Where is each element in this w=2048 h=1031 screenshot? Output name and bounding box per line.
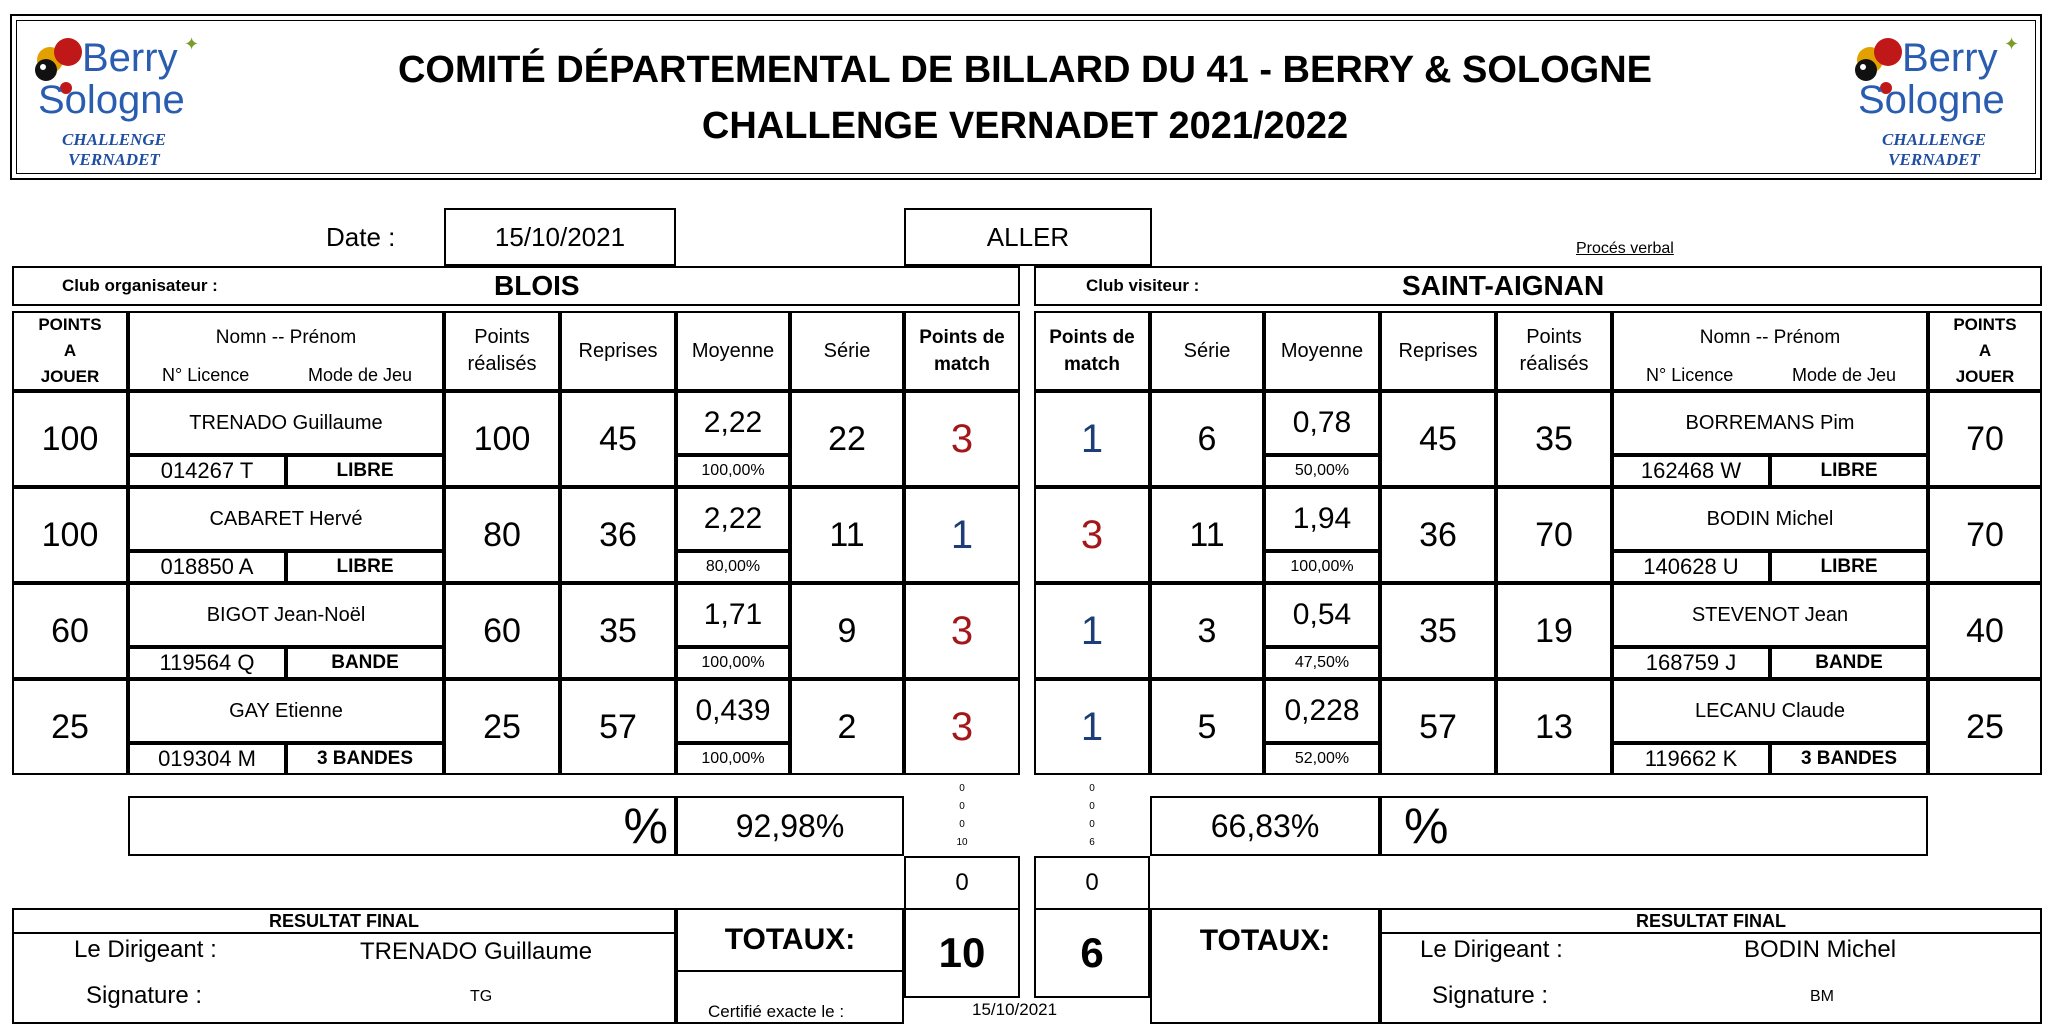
header-title-line2: CHALLENGE VERNADET 2021/2022 (701, 104, 1349, 147)
away-row1-moyenne: 1,94 (1264, 487, 1380, 551)
home-row3-licence: 019304 M (128, 743, 286, 775)
away-row1-pts-jouer: 70 (1928, 487, 2042, 583)
home-row3-moyenne: 0,439 (676, 679, 790, 743)
away-hdr-nom: Nomn -- Prénom N° Licence Mode de Jeu (1612, 311, 1928, 391)
leg-field[interactable]: ALLER (904, 208, 1152, 266)
home-row2-reprises: 35 (560, 583, 676, 679)
home-row0-moyenne: 2,22 (676, 391, 790, 455)
home-club-bar (12, 266, 1020, 306)
home-row1-reprises: 36 (560, 487, 676, 583)
logo-left-sub1: CHALLENGE (62, 130, 166, 149)
certifie-date: 15/10/2021 (972, 1000, 1058, 1019)
away-row3-pts-real: 13 (1496, 679, 1612, 775)
away-hdr-points-a-jouer: POINTS A JOUER (1928, 311, 2042, 391)
away-row0-pts-real: 35 (1496, 391, 1612, 487)
home-hdr-points-match: Points de match (904, 311, 1020, 391)
home-resultat-label: RESULTAT FINAL (14, 910, 674, 934)
certifie-label: Certifié exacte le : (708, 1002, 845, 1021)
totals-label-right: TOTAUX: (1199, 924, 1331, 957)
away-row0-mode: LIBRE (1770, 455, 1928, 487)
home-subtotal: 0 (904, 856, 1020, 910)
away-row2-mode: BANDE (1770, 647, 1928, 679)
home-hdr-reprises: Reprises (560, 311, 676, 391)
home-row1-mode: LIBRE (286, 551, 444, 583)
away-row1-pts-real: 70 (1496, 487, 1612, 583)
away-subtotal: 0 (1034, 856, 1150, 910)
home-result-box (12, 908, 676, 1024)
away-row3-licence: 119662 K (1612, 743, 1770, 775)
away-club-bar (1034, 266, 2042, 306)
home-hdr-points-realises: Points réalisés (444, 311, 560, 391)
away-row0-pct: 50,00% (1264, 455, 1380, 487)
date-label: Date : (326, 222, 396, 252)
home-row3-serie: 2 (790, 679, 904, 775)
home-row1-name: CABARET Hervé (128, 487, 444, 551)
logo-right-sub2: VERNADET (1888, 150, 1980, 169)
home-row2-pts-jouer: 60 (12, 583, 128, 679)
away-hdr-points-match: Points de match (1034, 311, 1150, 391)
home-dirigeant-name: TRENADO Guillaume (360, 938, 593, 965)
away-row3-moyenne: 0,228 (1264, 679, 1380, 743)
away-row3-mode: 3 BANDES (1770, 743, 1928, 775)
home-row3-pct: 100,00% (676, 743, 790, 775)
away-row0-pts-match: 1 (1034, 391, 1150, 487)
home-hdr-serie: Série (790, 311, 904, 391)
home-signature-label: Signature : (86, 982, 203, 1009)
home-dirigeant-label: Le Dirigeant : (74, 936, 217, 963)
away-hdr-points-realises: Points réalisés (1496, 311, 1612, 391)
away-dirigeant-name: BODIN Michel (1744, 936, 1897, 963)
home-row1-pts-jouer: 100 (12, 487, 128, 583)
home-row2-name: BIGOT Jean-Noël (128, 583, 444, 647)
date-field[interactable]: 15/10/2021 (444, 208, 676, 266)
totals-label-left: TOTAUX: (678, 910, 902, 972)
away-mini-counts: 0 0 0 6 (1089, 783, 1095, 848)
away-club-label: Club visiteur : (1086, 276, 1200, 295)
away-resultat-label: RESULTAT FINAL (1382, 910, 2040, 934)
home-row2-serie: 9 (790, 583, 904, 679)
home-pct-total: 92,98% (676, 796, 904, 856)
svg-text:✦: ✦ (2004, 34, 2020, 54)
totals-box-left (676, 908, 904, 1024)
home-row0-mode: LIBRE (286, 455, 444, 487)
away-row3-pts-match: 1 (1034, 679, 1150, 775)
home-mini-counts: 0 0 0 10 (956, 783, 968, 848)
away-hdr-reprises: Reprises (1380, 311, 1496, 391)
logo-right-sub1: CHALLENGE (1882, 130, 1986, 149)
home-row1-serie: 11 (790, 487, 904, 583)
home-row1-pts-real: 80 (444, 487, 560, 583)
home-row0-pts-match: 3 (904, 391, 1020, 487)
home-row0-licence: 014267 T (128, 455, 286, 487)
home-hdr-moyenne: Moyenne (676, 311, 790, 391)
away-total: 6 (1034, 908, 1150, 998)
totals-box-right (1150, 908, 1380, 1024)
home-pct-bar (128, 796, 676, 856)
logo-right (1844, 30, 2024, 170)
away-row2-pct: 47,50% (1264, 647, 1380, 679)
away-row3-name: LECANU Claude (1612, 679, 1928, 743)
home-row2-moyenne: 1,71 (676, 583, 790, 647)
home-club-label: Club organisateur : (62, 276, 218, 295)
logo-left-sub2: VERNADET (68, 150, 160, 169)
home-row3-pts-jouer: 25 (12, 679, 128, 775)
home-row3-name: GAY Etienne (128, 679, 444, 743)
svg-text:✦: ✦ (184, 34, 200, 54)
away-row3-serie: 5 (1150, 679, 1264, 775)
away-hdr-serie: Série (1150, 311, 1264, 391)
home-row1-licence: 018850 A (128, 551, 286, 583)
away-row1-reprises: 36 (1380, 487, 1496, 583)
home-row2-pct: 100,00% (676, 647, 790, 679)
home-row2-licence: 119564 Q (128, 647, 286, 679)
away-row1-pct: 100,00% (1264, 551, 1380, 583)
away-row2-pts-jouer: 40 (1928, 583, 2042, 679)
away-row0-name: BORREMANS Pim (1612, 391, 1928, 455)
away-row2-name: STEVENOT Jean (1612, 583, 1928, 647)
away-row1-mode: LIBRE (1770, 551, 1928, 583)
away-pct-total: 66,83% (1150, 796, 1380, 856)
away-row3-pts-jouer: 25 (1928, 679, 2042, 775)
header-inner-frame (16, 20, 2036, 174)
home-row3-reprises: 57 (560, 679, 676, 775)
home-club-name: BLOIS (494, 270, 580, 301)
home-row0-pts-jouer: 100 (12, 391, 128, 487)
away-row3-pct: 52,00% (1264, 743, 1380, 775)
away-row2-reprises: 35 (1380, 583, 1496, 679)
logo-left-word1: Berry (82, 36, 178, 80)
away-row0-serie: 6 (1150, 391, 1264, 487)
home-row0-pct: 100,00% (676, 455, 790, 487)
away-row2-pts-match: 1 (1034, 583, 1150, 679)
away-row0-pts-jouer: 70 (1928, 391, 2042, 487)
logo-right-word2: Sologne (1858, 78, 2005, 122)
home-row0-name: TRENADO Guillaume (128, 391, 444, 455)
away-row2-licence: 168759 J (1612, 647, 1770, 679)
home-row3-mode: 3 BANDES (286, 743, 444, 775)
home-signature-value: TG (470, 988, 493, 1005)
away-club-name: SAINT-AIGNAN (1402, 270, 1605, 301)
away-row2-serie: 3 (1150, 583, 1264, 679)
home-row2-pts-real: 60 (444, 583, 560, 679)
away-row2-moyenne: 0,54 (1264, 583, 1380, 647)
away-row3-reprises: 57 (1380, 679, 1496, 775)
away-dirigeant-label: Le Dirigeant : (1420, 936, 1563, 963)
home-row2-mode: BANDE (286, 647, 444, 679)
away-hdr-moyenne: Moyenne (1264, 311, 1380, 391)
away-pct-bar (1380, 796, 1928, 856)
away-row2-pts-real: 19 (1496, 583, 1612, 679)
home-hdr-nom: Nomn -- Prénom N° Licence Mode de Jeu (128, 311, 444, 391)
home-total: 10 (904, 908, 1020, 998)
away-pct-symbol: % (1404, 798, 1449, 854)
home-row1-moyenne: 2,22 (676, 487, 790, 551)
logo-left (24, 30, 204, 170)
away-row1-pts-match: 3 (1034, 487, 1150, 583)
away-row1-serie: 11 (1150, 487, 1264, 583)
home-pct-symbol: % (623, 798, 668, 854)
home-row0-pts-real: 100 (444, 391, 560, 487)
home-row3-pts-match: 3 (904, 679, 1020, 775)
away-result-box (1380, 908, 2042, 1024)
away-row0-moyenne: 0,78 (1264, 391, 1380, 455)
away-row1-licence: 140628 U (1612, 551, 1770, 583)
away-row1-name: BODIN Michel (1612, 487, 1928, 551)
home-row1-pct: 80,00% (676, 551, 790, 583)
header-title-line1: COMITÉ DÉPARTEMENTAL DE BILLARD DU 41 - BERRY & SOLOGNE (397, 48, 1653, 91)
away-row0-licence: 162468 W (1612, 455, 1770, 487)
home-row2-pts-match: 3 (904, 583, 1020, 679)
home-hdr-points-a-jouer: POINTS A JOUER (12, 311, 128, 391)
proces-verbal-label: Procés verbal (1576, 240, 1674, 257)
home-row1-pts-match: 1 (904, 487, 1020, 583)
away-signature-label: Signature : (1432, 982, 1549, 1009)
home-row3-pts-real: 25 (444, 679, 560, 775)
home-row0-serie: 22 (790, 391, 904, 487)
logo-right-word1: Berry (1902, 36, 1998, 80)
logo-left-word2: Sologne (38, 78, 185, 122)
home-row0-reprises: 45 (560, 391, 676, 487)
away-signature-value: BM (1810, 988, 1834, 1005)
away-row0-reprises: 45 (1380, 391, 1496, 487)
